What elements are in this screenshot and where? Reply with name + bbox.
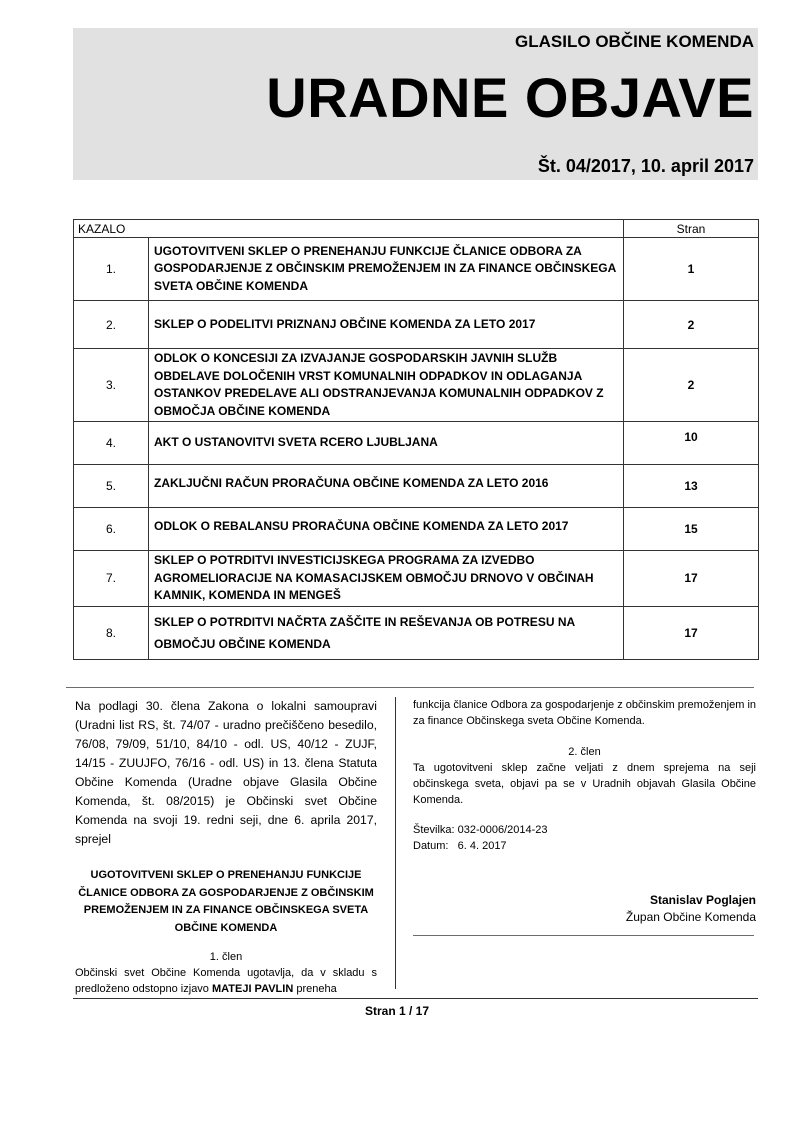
toc-item-page: 10 xyxy=(624,422,759,465)
signature-divider xyxy=(413,935,754,936)
toc-item-page: 2 xyxy=(624,349,759,422)
document-number: Številka: 032-0006/2014-23 xyxy=(413,824,548,836)
article-1-continuation: funkcija članice Odbora za gospodarjenje z občinskim premoženjem in za finance Občinskega sveta Občine Komenda. xyxy=(413,699,757,727)
toc-item-number: 8. xyxy=(74,606,149,659)
resolution-title: UGOTOVITVENI SKLEP O PRENEHANJU FUNKCIJE ČLANICE ODBORA ZA GOSPODARJENJE Z OBČINSKIM PREMOŽENJEM IN ZA FINANCE OBČINSKEGA SVETA OBČINE KOMENDA xyxy=(78,869,374,934)
toc-item-title[interactable]: AKT O USTANOVITVI SVETA RCERO LJUBLJANA xyxy=(149,422,624,465)
toc-row[interactable] xyxy=(74,349,759,422)
member-name: MATEJI PAVLIN xyxy=(211,983,294,995)
masthead xyxy=(73,28,758,180)
article-1-text-start: Občinski svet Občine Komenda ugotavlja, da v skladu s predloženo odstopno izjavo xyxy=(75,967,377,995)
toc-item-title[interactable]: UGOTOVITVENI SKLEP O PRENEHANJU FUNKCIJE ČLANICE ODBORA ZA GOSPODARJENJE Z OBČINSKIM PREMOŽENJEM IN ZA FINANCE OBČINSKEGA SVETA OBČINE KOMENDA xyxy=(149,238,624,301)
toc-item-title[interactable]: ODLOK O KONCESIJI ZA IZVAJANJE GOSPODARSKIH JAVNIH SLUŽB OBDELAVE DOLOČENIH VRST KOMUNALNIH ODPADKOV IN ODLAGANJA OSTANKOV PREDELAVE ALI ODSTRANJEVANJA KOMUNALNIH ODPADKOV Z OBMOČJA OBČINE KOMENDA xyxy=(149,349,624,422)
right-column xyxy=(413,697,756,854)
toc-row[interactable] xyxy=(74,508,759,551)
article-1-heading: 1. člen xyxy=(209,951,243,963)
toc-item-number: 3. xyxy=(74,349,149,422)
toc-page-heading: Stran xyxy=(624,220,759,238)
publication-title: URADNE OBJAVE xyxy=(266,66,754,129)
article-1-text xyxy=(75,965,377,997)
toc-item-number: 6. xyxy=(74,508,149,551)
toc-item-title[interactable]: ODLOK O REBALANSU PRORAČUNA OBČINE KOMENDA ZA LETO 2017 xyxy=(149,508,624,551)
table-of-contents xyxy=(73,219,759,660)
signatory-name: Stanislav Poglajen xyxy=(649,893,756,907)
section-divider xyxy=(66,687,754,688)
toc-row[interactable] xyxy=(74,422,759,465)
toc-row[interactable] xyxy=(74,301,759,349)
toc-item-number: 4. xyxy=(74,422,149,465)
toc-item-page: 2 xyxy=(624,301,759,349)
left-column xyxy=(75,697,377,997)
toc-item-number: 5. xyxy=(74,465,149,508)
toc-item-page: 13 xyxy=(624,465,759,508)
toc-row[interactable] xyxy=(74,238,759,301)
footer-divider xyxy=(73,998,758,999)
toc-item-title[interactable]: SKLEP O PODELITVI PRIZNANJ OBČINE KOMENDA ZA LETO 2017 xyxy=(149,301,624,349)
toc-item-number: 7. xyxy=(74,551,149,607)
toc-header-row xyxy=(74,220,759,238)
signatory-role: Župan Občine Komenda xyxy=(625,910,756,924)
toc-item-title[interactable]: SKLEP O POTRDITVI NAČRTA ZAŠČITE IN REŠEVANJA OB POTRESU NA OBMOČJU OBČINE KOMENDA xyxy=(149,606,624,659)
toc-row[interactable] xyxy=(74,606,759,659)
article-2-heading: 2. člen xyxy=(568,746,601,758)
gazette-name: GLASILO OBČINE KOMENDA xyxy=(515,32,754,51)
toc-item-page: 1 xyxy=(624,238,759,301)
issue-number: Št. 04/2017, 10. april 2017 xyxy=(537,156,754,176)
page-number: Stran 1 / 17 xyxy=(364,1004,430,1018)
toc-heading: KAZALO xyxy=(74,220,624,238)
toc-row[interactable] xyxy=(74,465,759,508)
column-divider xyxy=(395,697,396,989)
toc-item-number: 1. xyxy=(74,238,149,301)
toc-item-title[interactable]: ZAKLJUČNI RAČUN PRORAČUNA OBČINE KOMENDA ZA LETO 2016 xyxy=(149,465,624,508)
document-date: Datum: 6. 4. 2017 xyxy=(413,840,507,852)
toc-item-number: 2. xyxy=(74,301,149,349)
article-2-text: Ta ugotovitveni sklep začne veljati z dnem sprejema na seji občinskega sveta, objavi pa se v Uradnih objavah Glasila Občine Komenda. xyxy=(413,762,756,806)
toc-item-page: 17 xyxy=(624,551,759,607)
toc-item-page: 15 xyxy=(624,508,759,551)
article-1-text-end: preneha xyxy=(293,983,337,995)
toc-row[interactable] xyxy=(74,551,759,607)
toc-item-page: 17 xyxy=(624,606,759,659)
legal-basis-text: Na podlagi 30. člena Zakona o lokalni samoupravi (Uradni list RS, št. 74/07 - uradno prečiščeno besedilo, 76/08, 79/09, 51/10, 84/10 - odl. US, 40/12 - ZUJF, 14/15 - ZUUJFO, 76/16 - odl. US) in 13. člena Statuta Občine Komenda (Uradne objave Glasila Občine Komenda, št. 08/2015) je Občinski svet Občine Komenda na svoji 19. redni seji, dne 6. aprila 2017, sprejel xyxy=(75,699,377,846)
toc-item-title[interactable]: SKLEP O POTRDITVI INVESTICIJSKEGA PROGRAMA ZA IZVEDBO AGROMELIORACIJE NA KOMASACIJSKEM OBMOČJU DRNOVO V OBČINAH KAMNIK, KOMENDA IN MENGEŠ xyxy=(149,551,624,607)
